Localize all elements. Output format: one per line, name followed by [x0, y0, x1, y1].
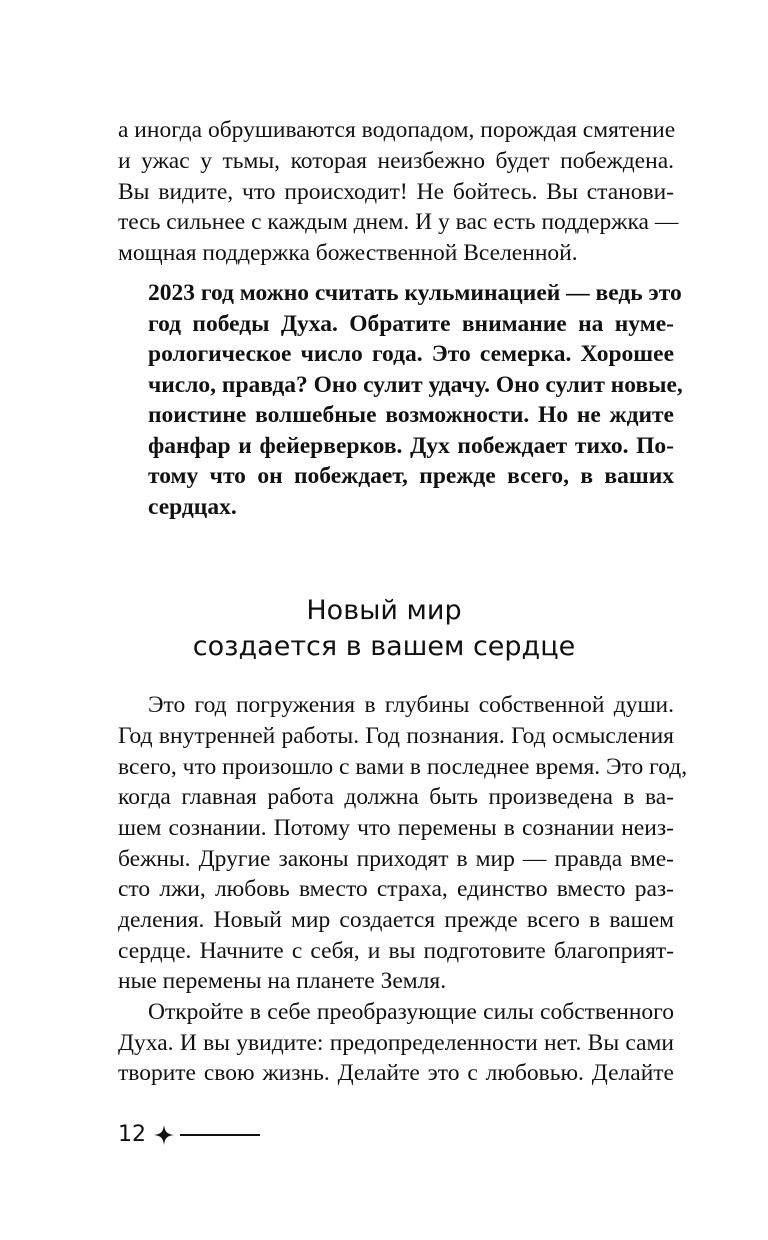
page-footer: [118, 1121, 260, 1149]
section-heading-line-2: создается в вашем сердце: [192, 631, 576, 662]
text-line: мощная поддержка божественной Вселенной.: [118, 240, 578, 266]
text-line: Духа. И вы увидите: предопределенности нет. Вы сами: [118, 1030, 674, 1056]
bold-text-line: рологическое число года. Это семерка. Хорошее: [148, 341, 674, 367]
text-line: Это год погружения в глубины собственной души.: [148, 692, 674, 718]
text-line: Откройте в себе преобразующие силы собственного: [148, 999, 674, 1025]
text-line: всего, что произошло с вами в последнее время. Это год,: [118, 754, 688, 780]
bold-text-line: 2023 год можно считать кульминацией — ведь это: [148, 280, 682, 306]
text-line: деления. Новый мир создается прежде всего в вашем: [118, 907, 674, 933]
bold-text-line: год победы Духа. Обратите внимание на нуме-: [148, 311, 674, 337]
text-line: бежны. Другие законы приходят в мир — правда вме-: [118, 846, 674, 872]
bold-text-line: сердцах.: [148, 494, 237, 520]
page-number: 12: [118, 1122, 146, 1147]
text-line: и ужас у тьмы, которая неизбежно будет побеждена.: [118, 148, 674, 174]
text-line: а иногда обрушиваются водопадом, порождая смятение: [118, 117, 676, 143]
text-line: когда главная работа должна быть произведена в ва-: [118, 784, 674, 810]
bold-text-line: фанфар и фейерверков. Дух побеждает тихо. По-: [148, 433, 674, 459]
text-line: сто лжи, любовь вместо страха, единство вместо раз-: [118, 876, 674, 902]
text-line: сердце. Начните с себя, и вы подготовите благоприят-: [118, 938, 674, 964]
text-line: шем сознании. Потому что перемены в сознании неиз-: [118, 815, 674, 841]
bold-text-line: поистине волшебные возможности. Но не ждите: [148, 402, 674, 428]
text-line: Год внутренней работы. Год познания. Год осмысления: [118, 723, 674, 749]
bold-text-line: число, правда? Оно сулит удачу. Оно сулит новые,: [148, 372, 683, 398]
text-line: Вы видите, что происходит! Не бойтесь. Вы станови-: [118, 179, 674, 205]
text-line: творите свою жизнь. Делайте это с любовью. Делайте: [118, 1060, 674, 1086]
four-point-star-icon: [154, 1125, 174, 1145]
text-line: ные перемены на планете Земля.: [118, 968, 447, 994]
text-line: тесь сильнее с каждым днем. И у вас есть поддержка —: [118, 209, 679, 235]
footer-rule: [180, 1134, 260, 1136]
bold-text-line: тому что он побеждает, прежде всего, в ваших: [148, 463, 674, 489]
section-heading-line-1: Новый мир: [306, 595, 462, 626]
